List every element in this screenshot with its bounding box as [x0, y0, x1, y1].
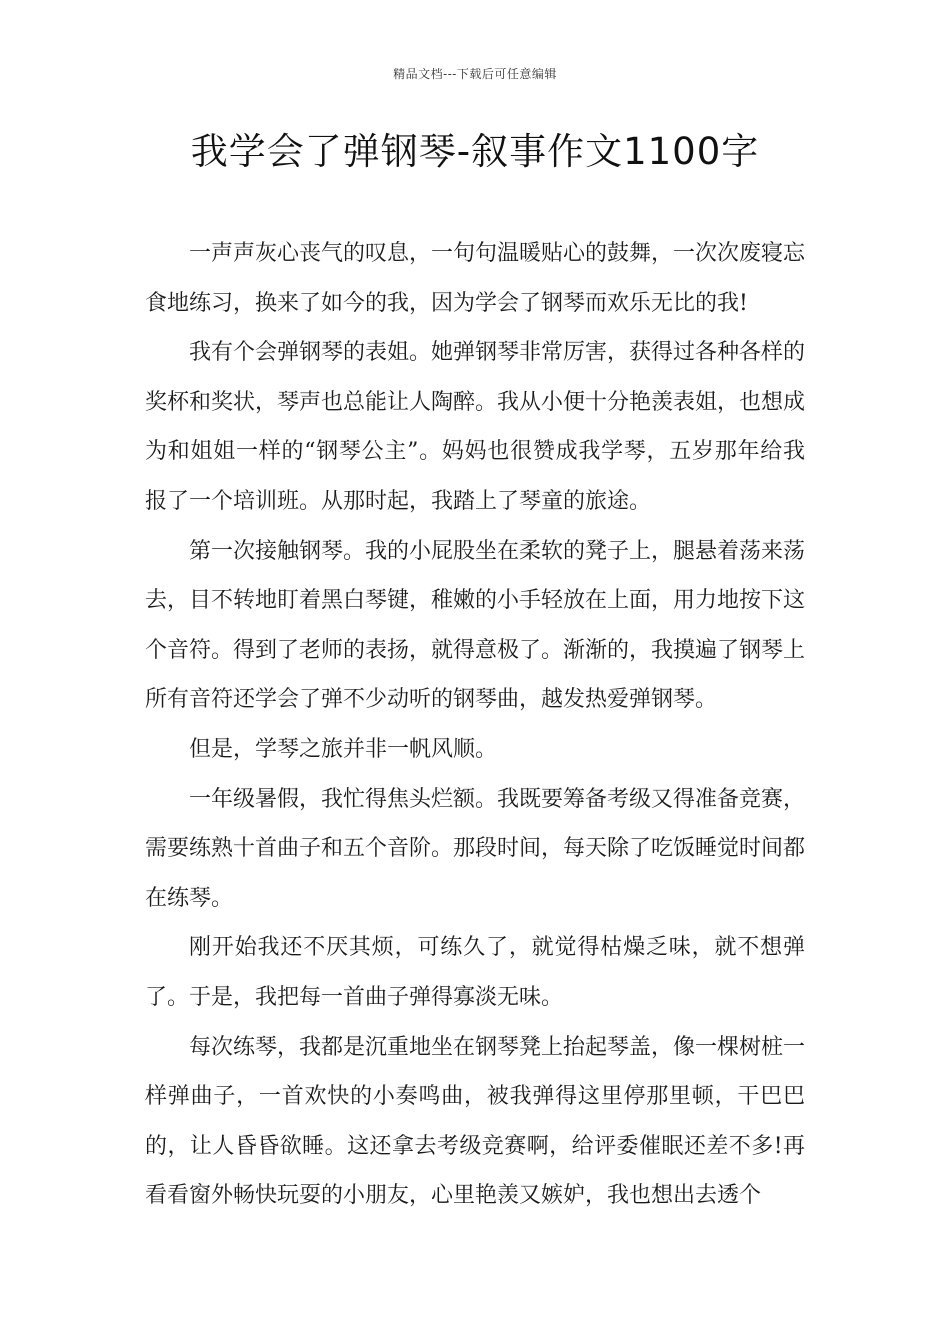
- paragraph: 一年级暑假，我忙得焦头烂额。我既要筹备考级又得准备竞赛，需要练熟十首曲子和五个音阶。那段时间，每天除了吃饭睡觉时间都在练琴。: [145, 786, 806, 911]
- document-body: [145, 229, 805, 1221]
- header-note: 精品文档---下载后可任意编辑: [393, 67, 557, 81]
- paragraph: 但是，学琴之旅并非一帆风顺。: [189, 736, 498, 762]
- paragraph: 一声声灰心丧气的叹息，一句句温暖贴心的鼓舞，一次次废寝忘食地练习，换来了如今的我，因为学会了钢琴而欢乐无比的我!: [145, 241, 806, 316]
- document-title: 我学会了弹钢琴-叙事作文1100字: [190, 130, 760, 173]
- paragraph: 刚开始我还不厌其烦，可练久了，就觉得枯燥乏味，就不想弹了。于是，我把每一首曲子弹得寡淡无味。: [145, 935, 805, 1010]
- paragraph: 每次练琴，我都是沉重地坐在钢琴凳上抬起琴盖，像一棵树桩一样弹曲子，一首欢快的小奏鸣曲，被我弹得这里停那里顿，干巴巴的，让人昏昏欲睡。这还拿去考级竞赛啊，给评委催眠还差不多!再看看窗外畅快玩耍的小朋友，心里艳羡又嫉妒，我也想出去透个: [145, 1034, 806, 1209]
- paragraph: 我有个会弹钢琴的表姐。她弹钢琴非常厉害，获得过各种各样的奖杯和奖状，琴声也总能让人陶醉。我从小便十分艳羡表姐，也想成为和姐姐一样的“钢琴公主”。妈妈也很赞成我学琴，五岁那年给我报了一个培训班。从那时起，我踏上了琴童的旅途。: [145, 340, 806, 514]
- paragraph: 第一次接触钢琴。我的小屁股坐在柔软的凳子上，腿悬着荡来荡去，目不转地盯着黑白琴键，稚嫩的小手轻放在上面，用力地按下这个音符。得到了老师的表扬，就得意极了。渐渐的，我摸遍了钢琴上所有音符还学会了弹不少动听的钢琴曲，越发热爱弹钢琴。: [145, 538, 806, 713]
